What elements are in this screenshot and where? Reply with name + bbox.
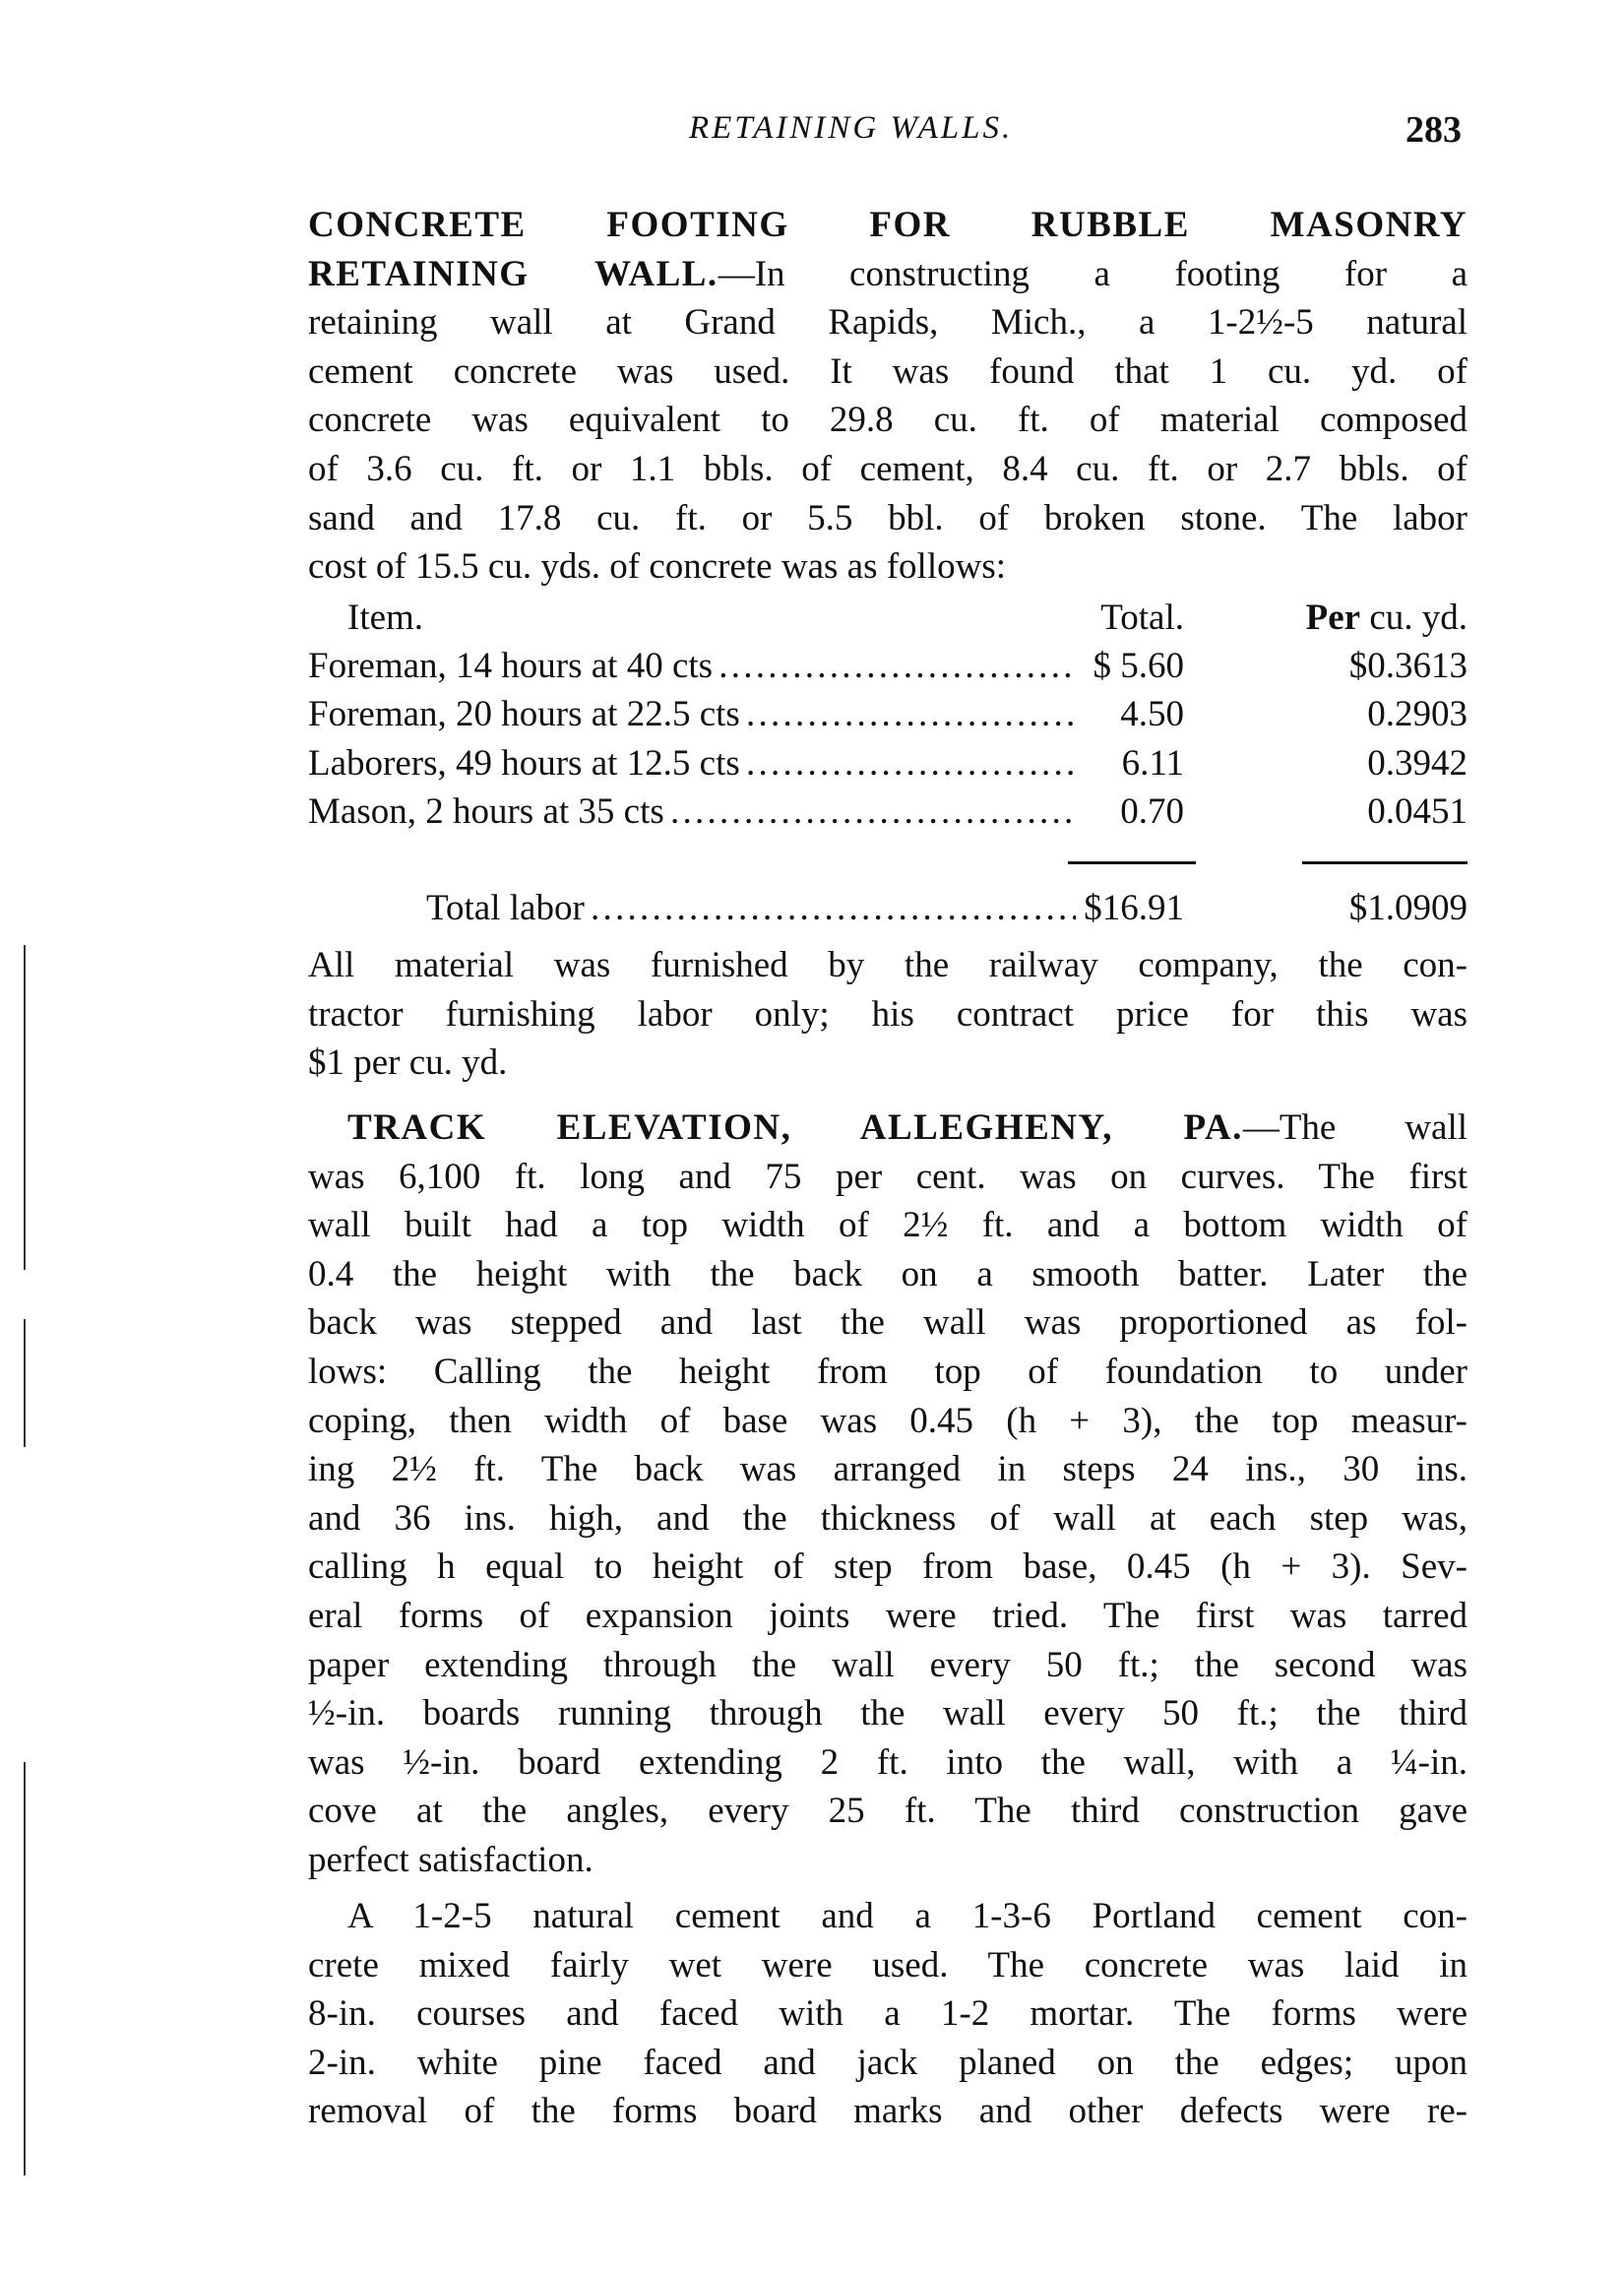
section-heading-cont: RETAINING WALL.: [308, 253, 718, 294]
row-per: $0.3613: [1348, 646, 1468, 687]
text-line: wall built had a top width of 2½ ft. and a bottom width of: [308, 1205, 1468, 1246]
table-row: [308, 645, 1468, 693]
text-line: tractor furnishing labor only; his contract price for this was: [308, 993, 1468, 1035]
text-fragment: —The wall: [1242, 1107, 1468, 1148]
paragraph-material: [308, 941, 1468, 1088]
table-header-row: [308, 597, 1468, 645]
table-row: [308, 693, 1468, 741]
header-per-cu-yd: [1306, 597, 1468, 639]
row-item: Mason, 2 hours at 35 cts . . .: [308, 790, 1076, 833]
text-line: cement concrete was used. It was found that 1 cu. yd. of: [308, 350, 1468, 392]
text-line: of 3.6 cu. ft. or 1.1 bbls. of cement, 8.4 cu. ft. or 2.7 bbls. of: [308, 448, 1468, 489]
text-line: ½-in. boards running through the wall every 50 ft.; the third: [308, 1693, 1468, 1734]
text-line: All material was furnished by the railway company, the con-: [308, 945, 1468, 985]
text-line: sand and 17.8 cu. ft. or 5.5 bbl. of broken stone. The labor: [308, 497, 1468, 538]
section-heading: TRACK ELEVATION, ALLEGHENY, PA.: [347, 1107, 1243, 1148]
scan-edge-mark: [24, 1319, 26, 1447]
row-item: Foreman, 20 hours at 22.5 cts . . .: [308, 693, 1076, 735]
text-line: lows: Calling the height from top of foundation to under: [308, 1351, 1468, 1392]
running-title: RETAINING WALLS.: [689, 110, 1014, 146]
text-line: coping, then width of base was 0.45 (h + 3), the top measur-: [308, 1400, 1468, 1441]
page-number: 283: [1405, 109, 1462, 151]
paragraph-cement-concrete: [308, 1892, 1468, 2136]
header-total: Total.: [1096, 597, 1184, 639]
header-per-bold: Per: [1305, 598, 1361, 638]
scan-edge-mark: [24, 945, 26, 1270]
header-per-rest: cu. yd.: [1360, 598, 1468, 638]
text-line: back was stepped and last the wall was proportioned as fol-: [308, 1302, 1468, 1344]
scan-edge-mark: [24, 1762, 26, 2175]
row-per: 0.0451: [1367, 790, 1468, 832]
table-row: [308, 742, 1468, 790]
text-fragment: —In constructing a footing for a: [718, 253, 1468, 294]
text-line: crete mixed fairly wet were used. The concrete was laid in: [308, 1944, 1468, 1986]
labor-cost-table: [308, 597, 1468, 935]
row-total: 6.11: [1118, 742, 1184, 785]
text-line: 2-in. white pine faced and jack planed on the edges; upon: [308, 2042, 1468, 2083]
per-rule: [1302, 861, 1468, 864]
text-line: eral forms of expansion joints were tried. The first was tarred: [308, 1595, 1468, 1636]
text-line: and 36 ins. high, and the thickness of wall at each step was,: [308, 1497, 1468, 1539]
row-per: 0.3942: [1367, 742, 1468, 784]
row-total: 4.50: [1116, 693, 1184, 735]
text-line: 8-in. courses and faced with a 1-2 mortar. The forms were: [308, 1993, 1468, 2035]
total-rule: [1068, 861, 1196, 864]
total-item: Total labor . . .: [426, 887, 1076, 929]
row-item: Laborers, 49 hours at 12.5 cts . . .: [308, 742, 1076, 785]
text-line: concrete was equivalent to 29.8 cu. ft. of material composed: [308, 400, 1468, 441]
row-per: 0.2903: [1367, 694, 1468, 735]
text-line: paper extending through the wall every 50 ft.; the second was: [308, 1644, 1468, 1685]
text-line: [308, 1103, 1468, 1153]
text-line: was 6,100 ft. long and 75 per cent. was on curves. The first: [308, 1156, 1468, 1197]
sum-rules: [308, 839, 1468, 887]
total-value: $16.91: [1080, 887, 1184, 929]
text-line: retaining wall at Grand Rapids, Mich., a 1-2½-5 natural: [308, 302, 1468, 344]
text-line: cost of 15.5 cu. yds. of concrete was as follows:: [308, 546, 1006, 588]
text-line: [308, 250, 1468, 299]
row-item: Foreman, 14 hours at 40 cts . . .: [308, 645, 1076, 687]
text-line: ing 2½ ft. The back was arranged in steps 24 ins., 30 ins.: [308, 1449, 1468, 1490]
total-per: $1.0909: [1348, 888, 1468, 929]
text-line: removal of the forms board marks and other defects were re-: [308, 2091, 1468, 2132]
section-heading: CONCRETE FOOTING FOR RUBBLE MASONRY: [308, 205, 1468, 245]
text-line: cove at the angles, every 25 ft. The third construction gave: [308, 1791, 1468, 1832]
header-item: Item.: [347, 598, 424, 638]
text-line: $1 per cu. yd.: [308, 1042, 508, 1084]
text-line: calling h equal to height of step from base, 0.45 (h + 3). Sev-: [308, 1546, 1468, 1588]
paragraph-track-elevation: [308, 1103, 1468, 1885]
table-total-row: [308, 887, 1468, 935]
row-total: $ 5.60: [1090, 645, 1185, 687]
text-line: 0.4 the height with the back on a smooth batter. Later the: [308, 1253, 1468, 1294]
text-line: was ½-in. board extending 2 ft. into the wall, with a ¼-in.: [308, 1741, 1468, 1783]
row-total: 0.70: [1116, 790, 1184, 833]
paragraph-concrete-footing: [308, 201, 1468, 592]
text-line: A 1-2-5 natural cement and a 1-3-6 Portland cement con-: [347, 1896, 1468, 1936]
table-row: [308, 790, 1468, 839]
text-line: perfect satisfaction.: [308, 1839, 593, 1880]
